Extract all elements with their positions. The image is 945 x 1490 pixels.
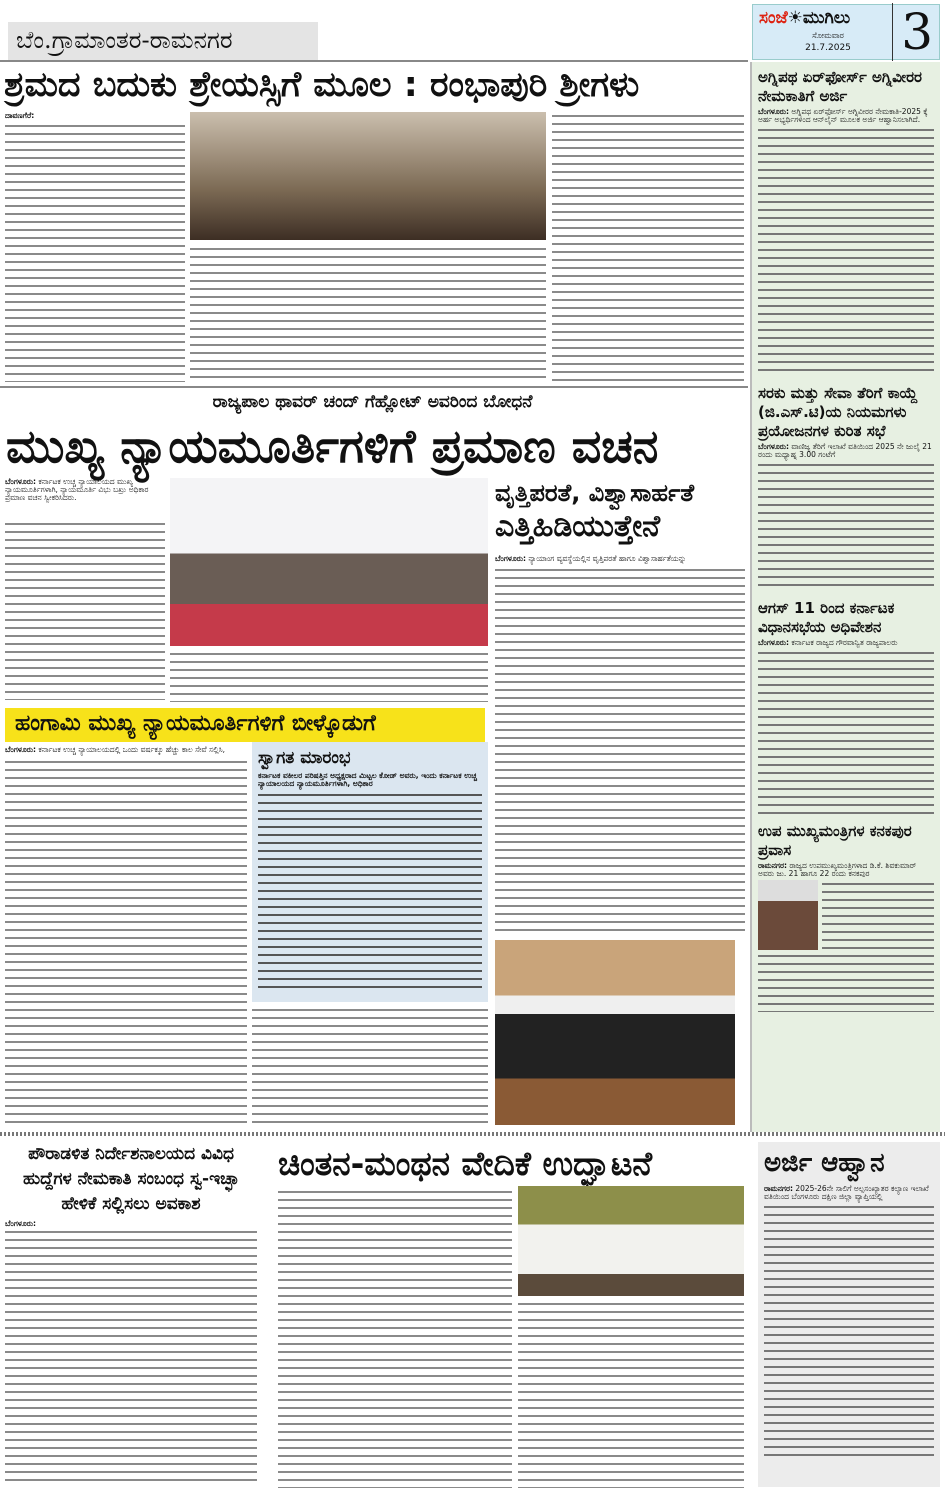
sidebar-body — [758, 649, 934, 814]
article4-body — [5, 758, 247, 1126]
oath-ceremony-photo — [170, 478, 488, 646]
article2-body — [5, 520, 165, 700]
sidebar-lead: ಬೆಂಗಳೂರು: ಅಗ್ನಿಪಥ ಏರ್‌ಫೋರ್ಸ್ ಅಗ್ನಿವೀರರ ನೇಮಕಾತಿ-2025 ಕ್ಕೆ ಅರ್ಹ ಅಭ್ಯರ್ಥಿಗಳಿಂದ ಆನ್‌ಲೈನ್ ಮೂಲಕ ಅರ್ಜಿ ಆಹ್ವಾನಿಸಲಾಗಿದೆ. — [758, 107, 928, 124]
bottom-mid-body — [278, 1188, 512, 1488]
issue-date: 21.7.2025 — [805, 43, 851, 53]
bottom-left-headline: ಪೌರಾಡಳಿತ ನಿರ್ದೇಶನಾಲಯದ ವಿವಿಧ ಹುದ್ದೆಗಳ ನೇಮಕಾತಿ ಸಂಬಂಧ ಸ್ವ-ಇಚ್ಛಾ ಹೇಳಿಕೆ ಸಲ್ಲಿಸಲು ಅವಕಾಶ — [22, 1144, 240, 1214]
dcm-photo — [758, 880, 818, 950]
article1-dateline: ದಾವಣಗೆರೆ: — [5, 111, 35, 120]
bottom-left-dateline: ಬೆಂಗಳೂರು: — [5, 1219, 37, 1228]
section-label: ಬೆಂ.ಗ್ರಾಮಾಂತರ-ರಾಮನಗರ — [8, 22, 318, 60]
sidebar-lead: ಬೆಂಗಳೂರು: ಕರ್ನಾಟಕ ರಾಜ್ಯದ ಗೌರವಾನ್ವಿತ ರಾಜ್ಯಪಾಲರು — [758, 638, 898, 647]
sidebar-headline: ಆಗಸ್ 11 ರಿಂದ ಕರ್ನಾಟಕ ವಿಧಾನಸಭೆಯ ಅಧಿವೇಶನ — [758, 599, 895, 636]
article4-lead: ಬೆಂಗಳೂರು: ಕರ್ನಾಟಕ ಉಚ್ಚ ನ್ಯಾಯಾಲಯದಲ್ಲಿ ಒಂದು ವರ್ಷಕ್ಕೂ ಹೆಚ್ಚು ಕಾಲ ಸೇವೆ ಸಲ್ಲಿಸಿ, — [5, 745, 226, 754]
masthead — [752, 4, 940, 60]
sidebar-headline: ಸರಕು ಮತ್ತು ಸೇವಾ ತೆರಿಗೆ ಕಾಯ್ದೆ (ಜಿ.ಎಸ್.ಟಿ)ಯ ನಿಯಮಗಳು ಪ್ರಯೋಜನಗಳ ಕುರಿತ ಸಭೆ — [758, 384, 918, 440]
article2-body-2 — [170, 650, 488, 702]
sidebar-article-gst — [752, 376, 940, 591]
sidebar-body — [758, 461, 934, 591]
sidebar-body — [758, 126, 934, 376]
sidebar-article-agnipath — [752, 62, 940, 376]
article3-headline: ವೃತ್ತಿಪರತೆ, ವಿಶ್ವಾಸಾರ್ಹತೆ ಎತ್ತಿಹಿಡಿಯುತ್ತೇನೆ — [495, 479, 695, 544]
box-lead: ಕರ್ನಾಟಕ ವಕೀಲರ ಪರಿಷತ್ತಿನ ಅಧ್ಯಕ್ಷರಾದ ಮಿಟ್ಟಲ ಕೋಡ್ ಅವರು, ಇಂದು ಕರ್ನಾಟಕ ಉಚ್ಚ ನ್ಯಾಯಾಲಯದ ನ್ಯಾಯಮೂರ್ತಿಗಳಾಗಿ, ಅಧಿಕಾರ — [258, 771, 477, 788]
application-box — [758, 1142, 940, 1487]
article2-lead: ಬೆಂಗಳೂರು: ಕರ್ನಾಟಕ ಉಚ್ಚ ನ್ಯಾಯಾಲಯದ ಮುಖ್ಯ ನ್ಯಾಯಮೂರ್ತಿಗಳಾಗಿ, ನ್ಯಾಯಮೂರ್ತಿ ವಿಭು ಬಖ್ರು ಅಧಿಕಾರ ಪ್ರಮಾಣ ವಚನ ಸ್ವೀಕರಿಸಿದರು. — [5, 477, 149, 502]
bottom-left-body — [5, 1228, 257, 1486]
bottom-right-headline: ಅರ್ಜಿ ಆಹ್ವಾನ — [764, 1148, 885, 1178]
article4-headline: ಹಂಗಾಮಿ ಮುಖ್ಯ ನ್ಯಾಯಮೂರ್ತಿಗಳಿಗೆ ಬೀಳ್ಕೊಡುಗೆ — [5, 708, 485, 742]
article1-body-2 — [190, 245, 546, 382]
article1-body — [5, 122, 185, 382]
sidebar-lead: ಬೆಂಗಳೂರು: ವಾಣಿಜ್ಯ ತೆರಿಗೆ ಇಲಾಖೆ ವತಿಯಿಂದ 2025 ನೇ ಜುಲೈ 21 ರಂದು ಮಧ್ಯಾಹ್ನ 3.00 ಗಂಟೆಗೆ — [758, 442, 932, 459]
sidebar-body — [758, 952, 934, 1012]
divider — [0, 1132, 945, 1136]
article3-lead: ಬೆಂಗಳೂರು: ನ್ಯಾಯಾಂಗ ವ್ಯವಸ್ಥೆಯಲ್ಲಿನ ವೃತ್ತಿಪರತೆ ಹಾಗೂ ವಿಶ್ವಾಸಾರ್ಹತೆಯನ್ನು — [495, 554, 687, 563]
bottom-mid-headline: ಚಿಂತನ-ಮಂಥನ ವೇದಿಕೆ ಉದ್ಘಾಟನೆ — [278, 1144, 653, 1183]
article1-body-3 — [552, 112, 744, 382]
judges-photo — [495, 940, 735, 1125]
sidebar-article-dcm — [752, 814, 940, 1012]
article3-body — [495, 566, 745, 934]
bottom-right-body — [764, 1203, 934, 1458]
newspaper-logo: ಸಂಜೆ☀ಮುಗಿಲು — [759, 8, 851, 28]
right-sidebar — [750, 62, 940, 1132]
sidebar-headline: ಅಗ್ನಿಪಥ ಏರ್‌ಫೋರ್ಸ್ ಅಗ್ನಿವೀರರ ನೇಮಕಾತಿಗೆ ಅರ್ಜಿ — [758, 68, 922, 105]
bottom-mid-body-2 — [518, 1300, 744, 1488]
sidebar-article-assembly — [752, 591, 940, 814]
box-title: ಸ್ವಾಗತ ಮಾರಂಭ — [258, 748, 351, 768]
issue-day: ಸೋಮವಾರ — [812, 31, 844, 40]
sidebar-body — [822, 880, 934, 950]
article1-headline: ಶ್ರಮದ ಬದುಕು ಶ್ರೇಯಸ್ಸಿಗೆ ಮೂಲ : ರಂಭಾಪುರಿ ಶ್ರೀಗಳು — [4, 65, 640, 105]
article2-kicker: ರಾಜ್ಯಪಾಲ ಥಾವರ್ ಚಂದ್ ಗೆಹ್ಲೋಟ್ ಅವರಿಂದ ಬೋಧನೆ — [212, 392, 533, 412]
article1-photo — [190, 112, 546, 240]
sidebar-headline: ಉಪ ಮುಖ್ಯಮಂತ್ರಿಗಳ ಕನಕಪುರ ಪ್ರವಾಸ — [758, 822, 912, 859]
event-photo — [518, 1186, 744, 1296]
welcome-box — [252, 742, 488, 1002]
article4-body-2 — [252, 1006, 488, 1126]
divider — [0, 386, 748, 388]
bottom-right-lead: ರಾಮನಗರ: 2025-26ನೇ ಸಾಲಿಗೆ ಅಲ್ಪಸಂಖ್ಯಾತರ ಕಲ್ಯಾಣ ಇಲಾಖೆ ವತಿಯಿಂದ ಬೆಂಗಳೂರು ದಕ್ಷಿಣ ಜಿಲ್ಲಾ ವ್ಯಾಪ್ತಿಯಲ್ಲಿ — [764, 1184, 929, 1201]
divider — [0, 60, 748, 62]
page-number: 3 — [892, 3, 933, 61]
sidebar-lead: ರಾಮನಗರ: ರಾಜ್ಯದ ಉಪಮುಖ್ಯಮಂತ್ರಿಗಳಾದ ಡಿ.ಕೆ. ಶಿವಕುಮಾರ್ ಅವರು ಜು. 21 ಹಾಗೂ 22 ರಂದು ಕನಕಪುರ — [758, 861, 917, 878]
box-body — [258, 791, 482, 991]
article2-headline: ಮುಖ್ಯ ನ್ಯಾಯಮೂರ್ತಿಗಳಿಗೆ ಪ್ರಮಾಣ ವಚನ — [6, 419, 659, 473]
